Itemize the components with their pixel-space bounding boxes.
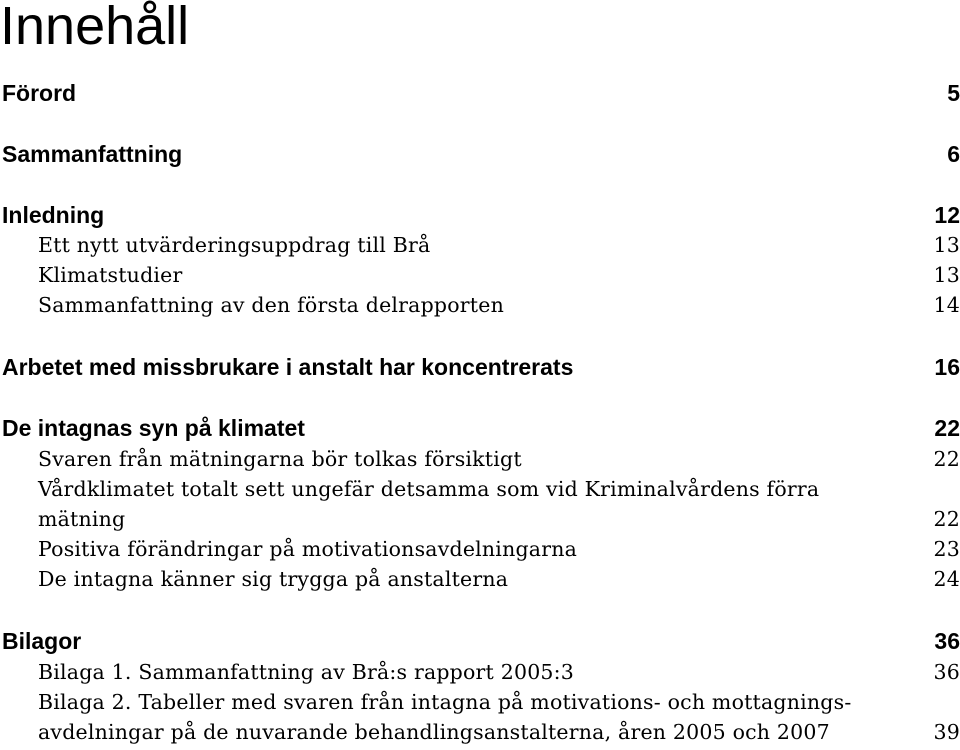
toc-entry-label: De intagna känner sig trygga på anstalterna: [38, 567, 509, 591]
toc-entry-label: Klimatstudier: [38, 263, 183, 287]
toc-subentry[interactable]: [0, 687, 960, 717]
toc-entry-label: Förord: [2, 80, 77, 106]
toc-entry-label: Bilaga 1. Sammanfattning av Brå:s rapport 2005:3: [38, 660, 575, 684]
toc-page-number: 36: [933, 660, 960, 684]
toc-subentry[interactable]: [0, 444, 960, 474]
toc-page-number: 36: [934, 628, 960, 654]
toc-page-number: 16: [934, 354, 960, 380]
toc-page-number: 22: [933, 447, 960, 471]
toc-page-number: 13: [933, 233, 960, 257]
toc-entry-sammanfattning[interactable]: [0, 139, 960, 169]
toc-entry-de-intagnas-syn[interactable]: [0, 413, 960, 443]
toc-entry-arbetet[interactable]: [0, 352, 960, 382]
toc-page-number: 6: [947, 141, 960, 167]
toc-entry-label: Vårdklimatet totalt sett ungefär detsamma som vid Kriminalvårdens förra: [38, 477, 820, 501]
toc-page-number: 23: [933, 537, 960, 561]
toc-entry-label: Ett nytt utvärderingsuppdrag till Brå: [38, 233, 431, 257]
toc-subentry[interactable]: [0, 564, 960, 594]
toc-subentry[interactable]: [0, 534, 960, 564]
toc-page-number: 13: [933, 263, 960, 287]
toc-page-number: 22: [933, 507, 960, 531]
toc-subentry[interactable]: [0, 474, 960, 504]
toc-page-number: 5: [947, 80, 960, 106]
toc-subentry[interactable]: [0, 657, 960, 687]
toc-subentry[interactable]: [0, 260, 960, 290]
toc-entry-label: De intagnas syn på klimatet: [2, 415, 305, 441]
toc-entry-bilagor[interactable]: [0, 626, 960, 656]
toc-subentry[interactable]: [0, 230, 960, 260]
toc-subentry[interactable]: [0, 717, 960, 747]
toc-page-number: 12: [934, 202, 960, 228]
toc-subentry[interactable]: [0, 504, 960, 534]
toc-entry-label: Bilaga 2. Tabeller med svaren från intagna på motivations- och mottagnings-: [38, 690, 852, 714]
toc-page-number: 14: [933, 293, 960, 317]
toc-entry-label: Bilagor: [2, 628, 82, 654]
toc-entry-label: Arbetet med missbrukare i anstalt har koncentrerats: [2, 354, 574, 380]
toc-entry-label: Svaren från mätningarna bör tolkas försiktigt: [38, 447, 522, 471]
toc-page-number: 39: [933, 720, 960, 744]
page-title: Innehåll: [0, 0, 190, 56]
toc-entry-label: Positiva förändringar på motivationsavdelningarna: [38, 537, 578, 561]
toc-entry-label: mätning: [38, 507, 126, 531]
toc-entry-label: Inledning: [2, 202, 105, 228]
toc-subentry[interactable]: [0, 290, 960, 320]
toc-entry-label: Sammanfattning av den första delrapporten: [38, 293, 504, 317]
toc-entry-forord[interactable]: [0, 78, 960, 108]
toc-entry-label: Sammanfattning: [2, 141, 183, 167]
toc-page-number: 22: [934, 415, 960, 441]
toc-entry-label: avdelningar på de nuvarande behandlingsanstalterna, åren 2005 och 2007: [38, 720, 830, 744]
toc-page-number: 24: [933, 567, 960, 591]
toc-entry-inledning[interactable]: [0, 200, 960, 230]
